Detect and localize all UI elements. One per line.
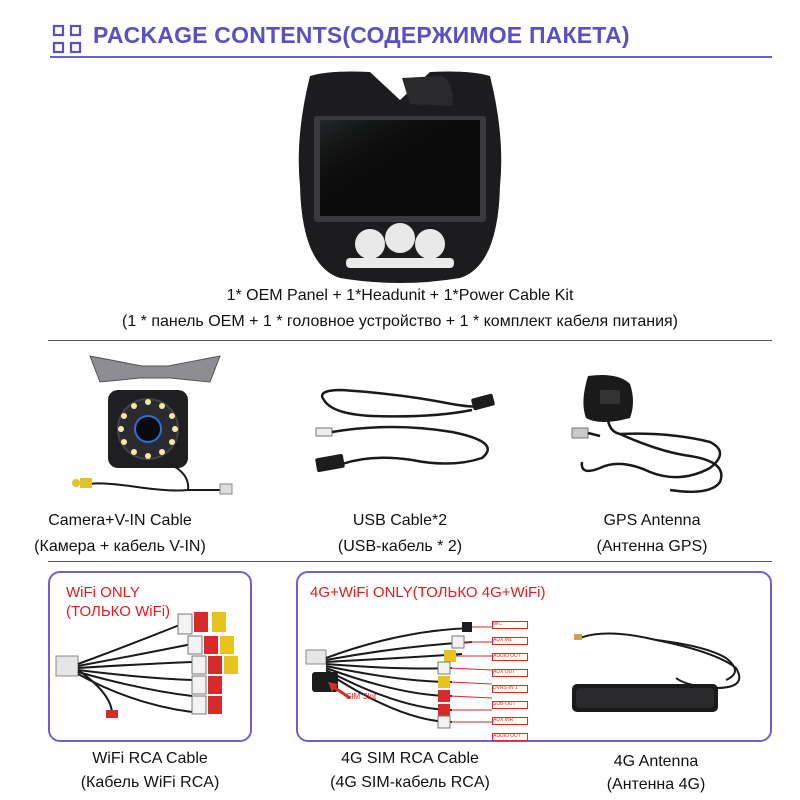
wifi-rca-caption-ru: (Кабель WiFi RCA): [80, 774, 220, 791]
accessory-caption-en: GPS Antenna: [603, 512, 701, 529]
wifi-only-tag: WiFi ONLY: [66, 584, 140, 601]
lte-antenna-caption-en: 4G Antenna: [613, 753, 699, 770]
rca-label-list: [492, 621, 528, 741]
rca-label: AUX OUT: [492, 669, 528, 677]
lte-antenna-caption-ru: (Антенна 4G): [606, 776, 706, 793]
camera-image: [70, 352, 240, 502]
usb-cable-image: [312, 380, 502, 490]
rca-label: DVRS-IN 1: [492, 685, 528, 693]
rca-label: MIC: [492, 621, 528, 629]
rca-label: AUDIO OUT: [492, 653, 528, 661]
sim-slot-label: SIM Slot: [346, 692, 377, 701]
headunit-panel-image: [290, 66, 510, 286]
lte-wifi-tag: 4G+WiFi ONLY(ТОЛЬКО 4G+WiFi): [310, 584, 546, 601]
accessory-caption-en: Camera+V-IN Cable: [48, 512, 192, 529]
lte-rca-caption-en: 4G SIM RCA Cable: [341, 750, 479, 767]
rca-label: AUDIO OUT: [492, 733, 528, 741]
grid-bracket-icon: [52, 24, 82, 54]
title-underline: [50, 56, 772, 58]
rca-label: AUX INR: [492, 717, 528, 725]
rca-label: AUX INL: [492, 637, 528, 645]
gps-antenna-image: [560, 372, 740, 502]
wifi-rca-caption-en: WiFi RCA Cable: [92, 750, 208, 767]
divider-1: [48, 340, 772, 341]
lte-antenna-image: [566, 628, 756, 718]
wifi-rca-cable-image: [52, 604, 248, 726]
rca-label: SUB-OUT: [492, 701, 528, 709]
lte-rca-caption-ru: (4G SIM-кабель RCA): [330, 774, 490, 791]
main-caption-en: 1* OEM Panel + 1*Headunit + 1*Power Cable Kit: [226, 287, 574, 304]
divider-2: [48, 561, 772, 562]
main-caption-ru: (1 * панель OEM + 1 * головное устройство + 1 * комплект кабеля питания): [121, 313, 678, 330]
accessory-caption-en: USB Cable*2: [352, 512, 448, 529]
accessory-caption-ru: (Камера + кабель V-IN): [34, 538, 206, 555]
accessory-caption-ru: (USB-кабель * 2): [337, 538, 463, 555]
page-title: PACKAGE CONTENTS(СОДЕРЖИМОЕ ПАКЕТА): [93, 22, 630, 48]
accessory-caption-ru: (Антенна GPS): [596, 538, 708, 555]
wifi-only-tag-ru: (ТОЛЬКО WiFi): [66, 603, 171, 620]
